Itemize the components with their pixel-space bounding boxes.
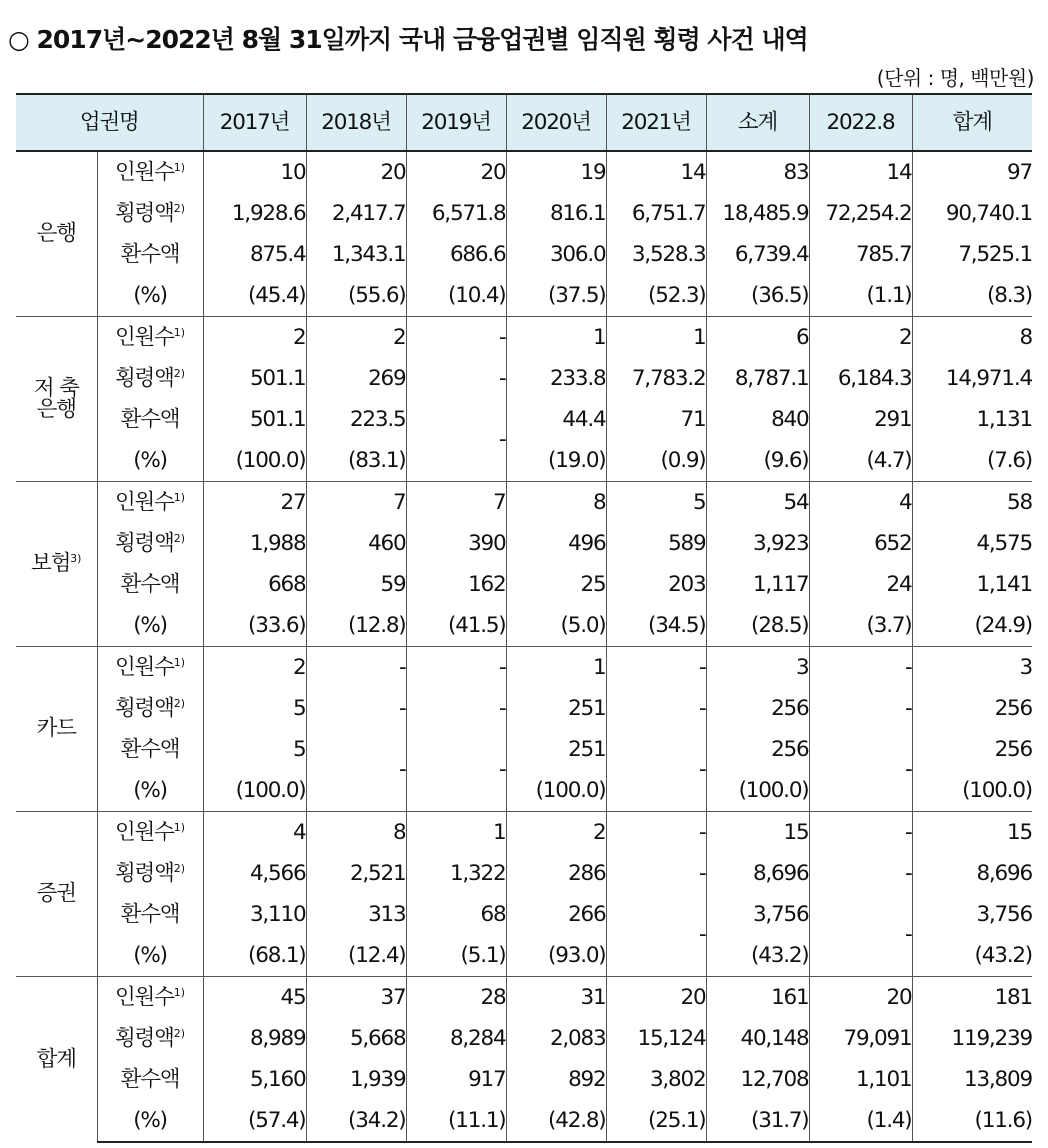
table-cell: 1,928.6 xyxy=(203,193,306,234)
table-cell: (4.7) xyxy=(809,440,912,482)
category-name: 증권 xyxy=(36,881,76,907)
row-label-count xyxy=(97,812,203,854)
row-label-text: 횡령액 xyxy=(114,530,174,556)
table-cell: (12.4) xyxy=(306,935,406,977)
footnote-mark: 3) xyxy=(70,552,82,566)
table-cell: 816.1 xyxy=(506,193,606,234)
table-cell: (36.5) xyxy=(706,275,809,317)
table-cell: 68 xyxy=(406,894,506,935)
footnote-mark: 2) xyxy=(173,861,185,875)
footnote-mark: 2) xyxy=(173,366,185,380)
table-cell: 875.4 xyxy=(203,234,306,275)
table-row xyxy=(16,894,1032,935)
row-label-text: (%) xyxy=(133,612,167,638)
table-cell: 13,809 xyxy=(912,1059,1032,1100)
footnote-mark: 1) xyxy=(173,985,185,999)
table-cell: 5 xyxy=(203,729,306,770)
table-cell: - xyxy=(606,812,706,854)
table-cell: (8.3) xyxy=(912,275,1032,317)
table-cell: 496 xyxy=(506,523,606,564)
table-cell: - xyxy=(606,688,706,729)
row-label-embezzled xyxy=(97,1018,203,1059)
table-cell: 20 xyxy=(606,977,706,1019)
table-cell: 31 xyxy=(506,977,606,1019)
table-cell: (43.2) xyxy=(912,935,1032,977)
table-cell: 44.4 xyxy=(506,399,606,440)
table-cell: 8,696 xyxy=(912,853,1032,894)
table-cell: 8 xyxy=(306,812,406,854)
table-cell: (0.9) xyxy=(606,440,706,482)
row-label-text: 횡령액 xyxy=(114,695,174,721)
footnote-mark: 1) xyxy=(173,325,185,339)
table-cell: 4,575 xyxy=(912,523,1032,564)
table-cell: (57.4) xyxy=(203,1100,306,1142)
category-name: 카드 xyxy=(36,716,76,742)
table-cell: 3,923 xyxy=(706,523,809,564)
table-cell: 83 xyxy=(706,151,809,193)
table-cell: 1 xyxy=(606,317,706,359)
table-cell: 7 xyxy=(406,482,506,524)
category-name: 저 축 xyxy=(33,375,79,401)
table-cell: (9.6) xyxy=(706,440,809,482)
table-row xyxy=(16,317,1032,359)
header-cell-2022-8: 2022.8 xyxy=(809,94,912,151)
category-label xyxy=(16,151,97,317)
table-cell: 2 xyxy=(203,647,306,689)
table-cell: (100.0) xyxy=(203,440,306,482)
row-label-text: 환수액 xyxy=(120,901,180,927)
row-label-embezzled xyxy=(97,193,203,234)
table-cell: (5.0) xyxy=(506,605,606,647)
table-cell: (100.0) xyxy=(506,770,606,812)
table-cell: - xyxy=(406,647,506,689)
row-label-count xyxy=(97,482,203,524)
table-cell: 652 xyxy=(809,523,912,564)
table-cell: 1,988 xyxy=(203,523,306,564)
table-cell: 20 xyxy=(306,151,406,193)
table-cell: 251 xyxy=(506,688,606,729)
table-cell: 892 xyxy=(506,1059,606,1100)
table-cell: 256 xyxy=(706,688,809,729)
table-cell: 5 xyxy=(203,688,306,729)
table-cell: 8,989 xyxy=(203,1018,306,1059)
table-body xyxy=(16,151,1032,1142)
table-cell: 2 xyxy=(506,812,606,854)
row-label-recovered xyxy=(97,894,203,935)
table-cell: 8,284 xyxy=(406,1018,506,1059)
table-cell: (1.1) xyxy=(809,275,912,317)
table-cell: (37.5) xyxy=(506,275,606,317)
table-cell: (31.7) xyxy=(706,1100,809,1142)
table-cell: 256 xyxy=(706,729,809,770)
table-cell: 266 xyxy=(506,894,606,935)
table-cell: 686.6 xyxy=(406,234,506,275)
table-cell-merged: - xyxy=(809,894,912,977)
row-label-recovered xyxy=(97,729,203,770)
table-cell: 90,740.1 xyxy=(912,193,1032,234)
row-label-count xyxy=(97,151,203,193)
table-cell: (11.1) xyxy=(406,1100,506,1142)
table-cell-merged: - xyxy=(406,729,506,812)
table-cell: 5 xyxy=(606,482,706,524)
row-label-recovered xyxy=(97,399,203,440)
header-cell-2018: 2018년 xyxy=(306,94,406,151)
table-cell: 97 xyxy=(912,151,1032,193)
embezzlement-table xyxy=(16,93,1032,1143)
table-cell: 24 xyxy=(809,564,912,605)
table-cell: - xyxy=(306,688,406,729)
table-cell: 291 xyxy=(809,399,912,440)
row-label-pct xyxy=(97,935,203,977)
table-cell: 45 xyxy=(203,977,306,1019)
table-cell: 3 xyxy=(706,647,809,689)
table-cell: (42.8) xyxy=(506,1100,606,1142)
table-row xyxy=(16,234,1032,275)
table-cell: 58 xyxy=(912,482,1032,524)
table-cell: 15 xyxy=(706,812,809,854)
row-label-text: (%) xyxy=(133,282,167,308)
table-cell: 501.1 xyxy=(203,399,306,440)
row-label-count xyxy=(97,317,203,359)
header-cell-2021: 2021년 xyxy=(606,94,706,151)
row-label-embezzled xyxy=(97,853,203,894)
table-cell: (12.8) xyxy=(306,605,406,647)
row-label-text: 환수액 xyxy=(120,241,180,267)
table-cell: 3,528.3 xyxy=(606,234,706,275)
table-cell: 4 xyxy=(203,812,306,854)
row-label-text: 횡령액 xyxy=(114,1025,174,1051)
row-label-text: 인원수 xyxy=(114,654,174,680)
row-label-pct xyxy=(97,605,203,647)
table-cell: 3,110 xyxy=(203,894,306,935)
table-cell: 54 xyxy=(706,482,809,524)
row-label-count xyxy=(97,977,203,1019)
table-cell: 501.1 xyxy=(203,358,306,399)
row-label-text: (%) xyxy=(133,1107,167,1133)
table-cell: - xyxy=(809,853,912,894)
row-label-text: 환수액 xyxy=(120,406,180,432)
table-cell: 37 xyxy=(306,977,406,1019)
table-cell: - xyxy=(406,688,506,729)
table-cell: 269 xyxy=(306,358,406,399)
row-label-count xyxy=(97,647,203,689)
row-label-text: 인원수 xyxy=(114,159,174,185)
table-row xyxy=(16,647,1032,689)
category-name: 은행 xyxy=(36,221,76,247)
footnote-mark: 1) xyxy=(173,490,185,504)
table-cell: - xyxy=(406,317,506,359)
row-label-text: 환수액 xyxy=(120,571,180,597)
table-cell: 79,091 xyxy=(809,1018,912,1059)
table-cell: 7 xyxy=(306,482,406,524)
table-cell: 6,751.7 xyxy=(606,193,706,234)
table-cell: (52.3) xyxy=(606,275,706,317)
table-cell: 1,141 xyxy=(912,564,1032,605)
header-cell-2019: 2019년 xyxy=(406,94,506,151)
table-cell-merged: - xyxy=(406,399,506,482)
header-cell-2020: 2020년 xyxy=(506,94,606,151)
table-cell: 119,239 xyxy=(912,1018,1032,1059)
category-label xyxy=(16,977,97,1143)
table-cell-merged: - xyxy=(606,894,706,977)
table-row xyxy=(16,1018,1032,1059)
row-label-embezzled xyxy=(97,523,203,564)
table-cell: 14,971.4 xyxy=(912,358,1032,399)
table-cell: 12,708 xyxy=(706,1059,809,1100)
table-cell: 1,343.1 xyxy=(306,234,406,275)
row-label-text: 인원수 xyxy=(114,819,174,845)
header-cell-subtotal: 소계 xyxy=(706,94,809,151)
table-cell: - xyxy=(809,647,912,689)
footnote-mark: 1) xyxy=(173,820,185,834)
table-cell: - xyxy=(306,647,406,689)
table-cell: 10 xyxy=(203,151,306,193)
table-cell: 1,101 xyxy=(809,1059,912,1100)
table-cell: 1,322 xyxy=(406,853,506,894)
table-cell: 20 xyxy=(406,151,506,193)
table-cell: 5,160 xyxy=(203,1059,306,1100)
document-title: ○ 2017년~2022년 8월 31일까지 국내 금융업권별 임직원 횡령 사건 내역 xyxy=(8,25,808,54)
table-cell: 7,525.1 xyxy=(912,234,1032,275)
table-cell: 1 xyxy=(506,317,606,359)
table-cell: (45.4) xyxy=(203,275,306,317)
table-row xyxy=(16,564,1032,605)
table-cell: 19 xyxy=(506,151,606,193)
table-cell: 3,756 xyxy=(912,894,1032,935)
table-cell: 161 xyxy=(706,977,809,1019)
table-cell-merged: - xyxy=(809,729,912,812)
table-cell: 25 xyxy=(506,564,606,605)
row-label-text: (%) xyxy=(133,777,167,803)
table-cell: 286 xyxy=(506,853,606,894)
table-cell: (68.1) xyxy=(203,935,306,977)
row-label-recovered xyxy=(97,234,203,275)
table-cell: (100.0) xyxy=(706,770,809,812)
table-cell: 256 xyxy=(912,729,1032,770)
footnote-mark: 1) xyxy=(173,160,185,174)
table-row xyxy=(16,275,1032,317)
table-cell: (5.1) xyxy=(406,935,506,977)
table-cell: 233.8 xyxy=(506,358,606,399)
table-cell: 40,148 xyxy=(706,1018,809,1059)
table-cell: 8,787.1 xyxy=(706,358,809,399)
table-cell: 668 xyxy=(203,564,306,605)
table-cell: (33.6) xyxy=(203,605,306,647)
row-label-text: 인원수 xyxy=(114,489,174,515)
table-cell: 1 xyxy=(506,647,606,689)
table-row xyxy=(16,1100,1032,1142)
table-cell: (83.1) xyxy=(306,440,406,482)
table-row xyxy=(16,1059,1032,1100)
table-cell: 6,739.4 xyxy=(706,234,809,275)
table-cell: (93.0) xyxy=(506,935,606,977)
table-cell: 72,254.2 xyxy=(809,193,912,234)
table-cell: (25.1) xyxy=(606,1100,706,1142)
row-label-text: 횡령액 xyxy=(114,860,174,886)
table-cell: 20 xyxy=(809,977,912,1019)
table-row xyxy=(16,812,1032,854)
row-label-pct xyxy=(97,440,203,482)
table-cell: - xyxy=(606,853,706,894)
row-label-text: 횡령액 xyxy=(114,200,174,226)
row-label-text: 인원수 xyxy=(114,324,174,350)
table-cell: 181 xyxy=(912,977,1032,1019)
table-cell: 8 xyxy=(506,482,606,524)
table-cell: (34.5) xyxy=(606,605,706,647)
table-cell: - xyxy=(606,647,706,689)
table-cell: 14 xyxy=(606,151,706,193)
row-label-text: (%) xyxy=(133,447,167,473)
table-cell: 3,802 xyxy=(606,1059,706,1100)
table-cell: (43.2) xyxy=(706,935,809,977)
header-cell-2017: 2017년 xyxy=(203,94,306,151)
table-row xyxy=(16,193,1032,234)
table-cell: 8,696 xyxy=(706,853,809,894)
table-cell: (28.5) xyxy=(706,605,809,647)
footnote-mark: 2) xyxy=(173,531,185,545)
category-name: 보험 xyxy=(31,551,71,577)
table-cell: 1 xyxy=(406,812,506,854)
table-cell: 28 xyxy=(406,977,506,1019)
table-cell: (24.9) xyxy=(912,605,1032,647)
table-cell: (100.0) xyxy=(203,770,306,812)
table-row xyxy=(16,605,1032,647)
row-label-text: 횡령액 xyxy=(114,365,174,391)
table-cell: (1.4) xyxy=(809,1100,912,1142)
table-row xyxy=(16,151,1032,193)
table-cell: 785.7 xyxy=(809,234,912,275)
table-cell: 589 xyxy=(606,523,706,564)
table-row xyxy=(16,358,1032,399)
table-cell: (34.2) xyxy=(306,1100,406,1142)
table-cell: 8 xyxy=(912,317,1032,359)
table-cell: 917 xyxy=(406,1059,506,1100)
category-name: 은행 xyxy=(36,397,76,422)
table-cell: 2 xyxy=(203,317,306,359)
table-cell: 59 xyxy=(306,564,406,605)
row-label-embezzled xyxy=(97,688,203,729)
table-cell: 1,117 xyxy=(706,564,809,605)
row-label-pct xyxy=(97,770,203,812)
table-cell: 4,566 xyxy=(203,853,306,894)
table-cell: 251 xyxy=(506,729,606,770)
table-row xyxy=(16,440,1032,482)
table-cell: 18,485.9 xyxy=(706,193,809,234)
category-label xyxy=(16,482,97,647)
table-row xyxy=(16,523,1032,564)
table-cell: 6,184.3 xyxy=(809,358,912,399)
table-cell: 460 xyxy=(306,523,406,564)
table-cell: 1,939 xyxy=(306,1059,406,1100)
table-row xyxy=(16,853,1032,894)
row-label-pct xyxy=(97,275,203,317)
category-label xyxy=(16,812,97,977)
header-cell-category: 업권명 xyxy=(16,94,203,151)
table-cell: - xyxy=(809,688,912,729)
table-cell: (19.0) xyxy=(506,440,606,482)
table-row xyxy=(16,688,1032,729)
table-cell: (11.6) xyxy=(912,1100,1032,1142)
table-cell: 390 xyxy=(406,523,506,564)
table-cell: 2 xyxy=(809,317,912,359)
table-cell: 27 xyxy=(203,482,306,524)
table-cell: 4 xyxy=(809,482,912,524)
footnote-mark: 1) xyxy=(173,655,185,669)
table-cell: 306.0 xyxy=(506,234,606,275)
table-row xyxy=(16,399,1032,440)
table-cell: 1,131 xyxy=(912,399,1032,440)
table-cell: 2 xyxy=(306,317,406,359)
row-label-text: 환수액 xyxy=(120,736,180,762)
table-cell: (7.6) xyxy=(912,440,1032,482)
table-cell: (10.4) xyxy=(406,275,506,317)
row-label-recovered xyxy=(97,564,203,605)
table-cell: 3,756 xyxy=(706,894,809,935)
row-label-text: (%) xyxy=(133,942,167,968)
table-cell: 15,124 xyxy=(606,1018,706,1059)
table-cell: 3 xyxy=(912,647,1032,689)
footnote-mark: 2) xyxy=(173,1026,185,1040)
row-label-text: 환수액 xyxy=(120,1066,180,1092)
table-row xyxy=(16,729,1032,770)
table-cell-merged: - xyxy=(306,729,406,812)
table-cell: 2,083 xyxy=(506,1018,606,1059)
category-name: 합계 xyxy=(36,1046,76,1072)
header-row xyxy=(16,94,1032,151)
table-cell: 6,571.8 xyxy=(406,193,506,234)
table-cell: - xyxy=(406,358,506,399)
unit-note: (단위 : 명, 백만원) xyxy=(876,66,1034,90)
header-cell-total: 합계 xyxy=(912,94,1032,151)
table-cell: 71 xyxy=(606,399,706,440)
table-cell: 14 xyxy=(809,151,912,193)
footnote-mark: 2) xyxy=(173,696,185,710)
table-cell: (100.0) xyxy=(912,770,1032,812)
category-label xyxy=(16,647,97,812)
table-cell: 203 xyxy=(606,564,706,605)
table-cell: 223.5 xyxy=(306,399,406,440)
table-cell: - xyxy=(809,812,912,854)
table-cell: 313 xyxy=(306,894,406,935)
table-cell: (55.6) xyxy=(306,275,406,317)
row-label-recovered xyxy=(97,1059,203,1100)
table-cell: 5,668 xyxy=(306,1018,406,1059)
table-cell: 256 xyxy=(912,688,1032,729)
table-cell: (41.5) xyxy=(406,605,506,647)
table-cell: 2,521 xyxy=(306,853,406,894)
table-cell: 15 xyxy=(912,812,1032,854)
table-cell: (3.7) xyxy=(809,605,912,647)
table-cell-merged: - xyxy=(606,729,706,812)
row-label-pct xyxy=(97,1100,203,1142)
row-label-text: 인원수 xyxy=(114,984,174,1010)
table-cell: 162 xyxy=(406,564,506,605)
table-cell: 7,783.2 xyxy=(606,358,706,399)
table-row xyxy=(16,482,1032,524)
table-cell: 6 xyxy=(706,317,809,359)
table-cell: 840 xyxy=(706,399,809,440)
footnote-mark: 2) xyxy=(173,201,185,215)
row-label-embezzled xyxy=(97,358,203,399)
table-row xyxy=(16,977,1032,1019)
table-cell: 2,417.7 xyxy=(306,193,406,234)
category-label xyxy=(16,317,97,482)
